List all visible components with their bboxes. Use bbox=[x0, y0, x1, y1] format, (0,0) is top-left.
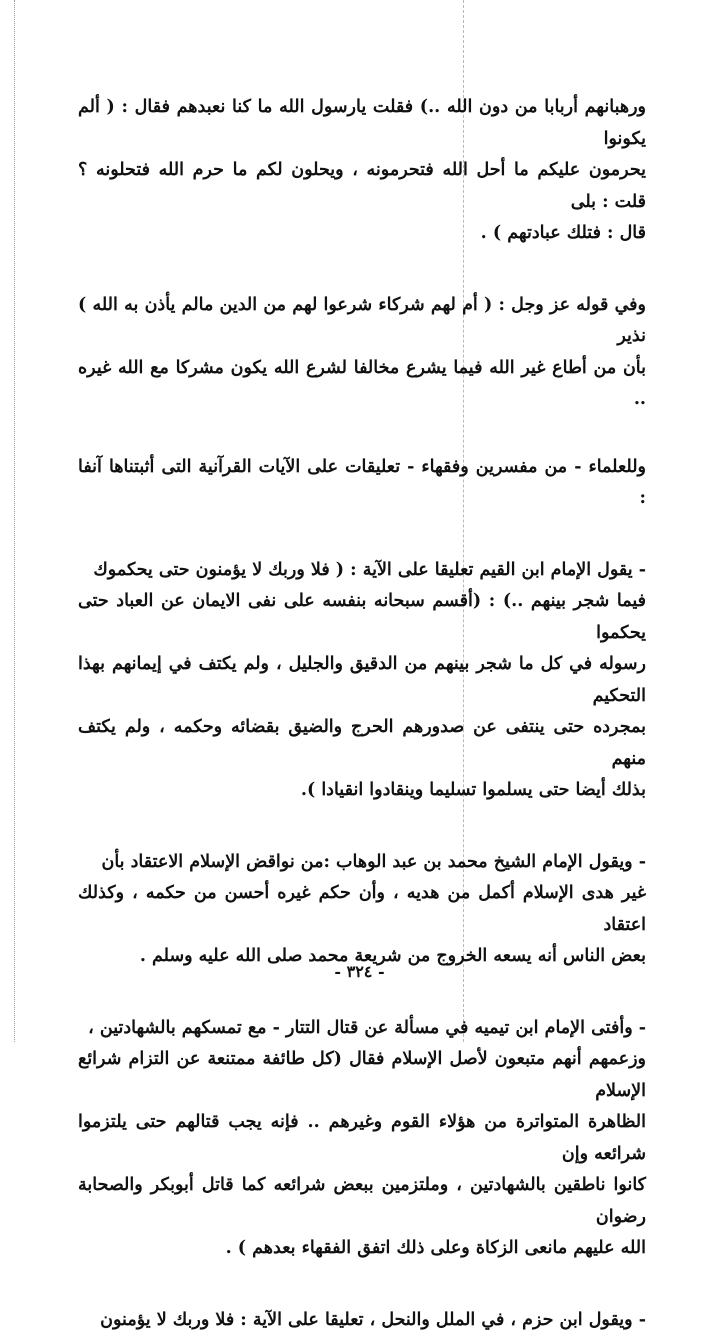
text-line: الظاهرة المتواترة من هؤلاء القوم وغيرهم .. فإنه يجب قتالهم حتى يلتزموا شرائعه وإن bbox=[78, 1112, 646, 1164]
paragraph-2 bbox=[78, 290, 646, 416]
text-line: بأن من أطاع غير الله فيما يشرع مخالفا لشرع الله يكون مشركا مع الله غيره .. bbox=[78, 358, 646, 410]
paragraph-5 bbox=[78, 847, 646, 973]
text-line: قال : فتلك عبادتهم ) . bbox=[481, 223, 646, 243]
text-line: - ويقول الإمام الشيخ محمد بن عبد الوهاب :من نواقض الإسلام الاعتقاد بأن bbox=[101, 852, 646, 872]
paragraph-1 bbox=[78, 92, 646, 250]
scan-edge-line bbox=[14, 0, 15, 1042]
text-line: ورهبانهم أربابا من دون الله ..) فقلت يارسول الله ما كنا نعبدهم فقال : ( ألم يكونوا bbox=[78, 97, 646, 149]
page-number: - ٣٢٤ - bbox=[0, 962, 719, 981]
paragraph-7 bbox=[78, 1305, 646, 1336]
text-line: الله عليهم مانعى الزكاة وعلى ذلك اتفق الفقهاء بعدهم ) . bbox=[226, 1238, 646, 1258]
paragraph-4 bbox=[78, 555, 646, 807]
text-line: رسوله في كل ما شجر بينهم من الدقيق والجليل ، ولم يكتف في إيمانهم بهذا التحكيم bbox=[78, 654, 646, 706]
text-line: بمجرده حتى ينتفى عن صدورهم الحرج والضيق بقضائه وحكمه ، ولم يكتف منهم bbox=[78, 717, 646, 769]
text-line: - يقول الإمام ابن القيم تعليقا على الآية : ( فلا وربك لا يؤمنون حتى يحكموك bbox=[93, 560, 646, 580]
text-line: وزعمهم أنهم متبعون لأصل الإسلام فقال (كل طائفة ممتنعة عن التزام شرائع الإسلام bbox=[78, 1049, 646, 1101]
text-line: يحرمون عليكم ما أحل الله فتحرمونه ، ويحلون لكم ما حرم الله فتحلونه ؟ قلت : بلى bbox=[78, 160, 646, 212]
text-line: وفي قوله عز وجل : ( أم لهم شركاء شرعوا لهم من الدين مالم يأذن به الله ) نذير bbox=[78, 295, 646, 347]
text-line: وللعلماء - من مفسرين وفقهاء - تعليقات على الآيات القرآنية التى أثبتناها آنفا : bbox=[78, 457, 646, 509]
text-line: غير هدى الإسلام أكمل من هديه ، وأن حكم غيره أحسن من حكمه ، وكذلك اعتقاد bbox=[78, 883, 646, 935]
text-line: بعض الناس أنه يسعه الخروج من شريعة محمد صلى الله عليه وسلم . bbox=[140, 946, 646, 966]
text-line: - وأفتى الإمام ابن تيميه في مسألة عن قتال التتار - مع تمسكهم بالشهادتين ، bbox=[88, 1018, 646, 1038]
text-line: - ويقول ابن حزم ، في الملل والنحل ، تعليقا على الآية : فلا وربك لا يؤمنون bbox=[100, 1310, 646, 1330]
paragraph-6 bbox=[78, 1013, 646, 1265]
paragraph-3 bbox=[78, 452, 646, 515]
text-line: بذلك أيضا حتى يسلموا تسليما وينقادوا انقيادا ). bbox=[301, 780, 646, 800]
body-text bbox=[78, 92, 646, 1336]
text-line: فيما شجر بينهم ..) : (أقسم سبحانه بنفسه على نفى الايمان عن العباد حتى يحكموا bbox=[78, 591, 646, 643]
text-line: كانوا ناطقين بالشهادتين ، وملتزمين ببعض شرائعه كما قاتل أبوبكر والصحابة رضوان bbox=[78, 1175, 646, 1227]
